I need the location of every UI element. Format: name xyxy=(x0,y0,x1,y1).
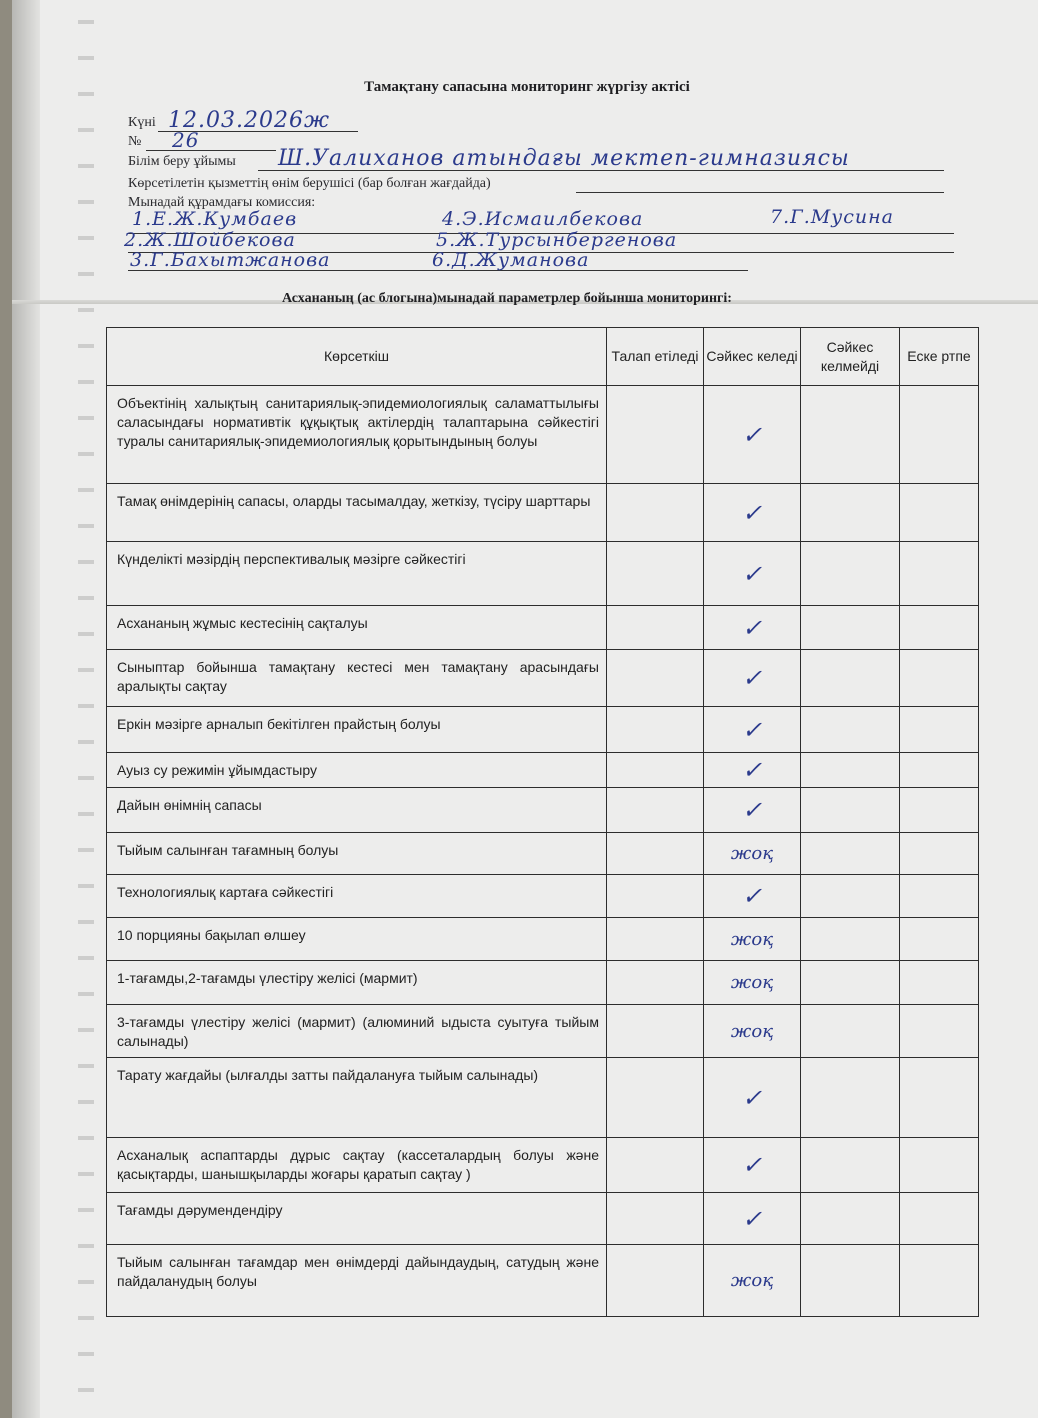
compliant-mark: ✓ xyxy=(704,1058,801,1138)
number-line xyxy=(146,150,276,151)
table-row xyxy=(107,707,979,753)
indicator-cell: Асханалық аспаптарды дұрыс сақтау (кассеталардың болуы және қасықтарды, шанышқыларды жоғары қаратып сақтау ) xyxy=(107,1138,607,1193)
indicator-cell: Тарату жағдайы (ылғалды затты пайдалануға тыйым салынады) xyxy=(107,1058,607,1138)
note-cell xyxy=(900,1058,979,1138)
note-cell xyxy=(900,833,979,875)
table-row xyxy=(107,788,979,833)
noncompliant-cell xyxy=(801,918,900,961)
document-title: Тамақтану сапасына мониторинг жүргізу актісі xyxy=(364,79,690,95)
indicator-cell: Тағамды дәрумендендіру xyxy=(107,1193,607,1245)
required-cell xyxy=(607,707,704,753)
monitoring-table xyxy=(106,327,979,1317)
date-value: 12.03.2026ж xyxy=(168,108,330,133)
noncompliant-cell xyxy=(801,1138,900,1193)
number-value: 26 xyxy=(172,128,200,152)
table-row xyxy=(107,961,979,1005)
required-cell xyxy=(607,961,704,1005)
table-body xyxy=(107,386,979,1317)
noncompliant-cell xyxy=(801,484,900,542)
required-cell xyxy=(607,1005,704,1058)
indicator-cell: Дайын өнімнің сапасы xyxy=(107,788,607,833)
table-row xyxy=(107,1138,979,1193)
note-cell xyxy=(900,1138,979,1193)
table-row xyxy=(107,833,979,875)
date-label: Күні xyxy=(128,115,156,130)
column-header-indicator: Көрсеткіш xyxy=(107,328,607,386)
note-cell xyxy=(900,961,979,1005)
compliant-mark: ✓ xyxy=(704,650,801,707)
binding-holes xyxy=(78,20,94,1410)
compliant-mark: жоқ xyxy=(704,961,801,1005)
note-cell xyxy=(900,875,979,918)
table-row xyxy=(107,753,979,788)
required-cell xyxy=(607,1245,704,1317)
note-cell xyxy=(900,650,979,707)
school-label: Білім беру ұйымы xyxy=(128,154,236,169)
noncompliant-cell xyxy=(801,542,900,606)
commission-member-1: 1.Е.Ж.Кумбаев xyxy=(132,208,298,230)
commission-member-3: 3.Г.Бахытжанова xyxy=(130,249,331,271)
noncompliant-cell xyxy=(801,961,900,1005)
compliant-mark: ✓ xyxy=(704,1193,801,1245)
table-row xyxy=(107,1005,979,1058)
note-cell xyxy=(900,606,979,650)
required-cell xyxy=(607,484,704,542)
noncompliant-cell xyxy=(801,788,900,833)
column-header-noncompliant: Сәйкес келмейді xyxy=(801,328,900,386)
column-header-required: Талап етіледі xyxy=(607,328,704,386)
note-cell xyxy=(900,484,979,542)
required-cell xyxy=(607,542,704,606)
compliant-mark: жоқ xyxy=(704,1005,801,1058)
indicator-cell: Сыныптар бойынша тамақтану кестесі мен тамақтану арасындағы аралықты сақтау xyxy=(107,650,607,707)
column-header-note: Еске ртпе xyxy=(900,328,979,386)
required-cell xyxy=(607,1193,704,1245)
noncompliant-cell xyxy=(801,1245,900,1317)
indicator-cell: Тамақ өнімдерінің сапасы, оларды тасымалдау, жеткізу, түсіру шарттары xyxy=(107,484,607,542)
indicator-cell: Объектінің халықтың санитариялық-эпидемиологиялық саламаттылығы саласындағы нормативтік құқықтық актілердің талаптарына сәйкестігі туралы санитариялық-эпидемиологиялық қорытындының болуы xyxy=(107,386,607,484)
compliant-mark: ✓ xyxy=(704,707,801,753)
compliant-mark: жоқ xyxy=(704,1245,801,1317)
required-cell xyxy=(607,833,704,875)
compliant-mark: жоқ xyxy=(704,918,801,961)
note-cell xyxy=(900,918,979,961)
required-cell xyxy=(607,386,704,484)
note-cell xyxy=(900,1245,979,1317)
indicator-cell: Күнделікті мәзірдің перспективалық мәзірге сәйкестігі xyxy=(107,542,607,606)
table-row xyxy=(107,484,979,542)
note-cell xyxy=(900,753,979,788)
compliant-mark: жоқ xyxy=(704,833,801,875)
table-row xyxy=(107,386,979,484)
table-header-row xyxy=(107,328,979,386)
number-label: № xyxy=(128,134,142,149)
note-cell xyxy=(900,1005,979,1058)
commission-member-4: 4.Э.Исмаилбекова xyxy=(442,208,644,230)
indicator-cell: Ауыз су режимін ұйымдастыру xyxy=(107,753,607,788)
indicator-cell: Асхананың жұмыс кестесінің сақталуы xyxy=(107,606,607,650)
note-cell xyxy=(900,707,979,753)
table-row xyxy=(107,1245,979,1317)
required-cell xyxy=(607,788,704,833)
compliant-mark: ✓ xyxy=(704,542,801,606)
provider-label: Көрсетілетін қызметтің өнім берушісі (бар болған жағдайда) xyxy=(128,176,491,191)
commission-member-2: 2.Ж.Шойбекова xyxy=(124,229,296,251)
required-cell xyxy=(607,918,704,961)
note-cell xyxy=(900,542,979,606)
indicator-cell: 3-тағамды үлестіру желісі (мармит) (алюминий ыдыста суытуға тыйым салынады) xyxy=(107,1005,607,1058)
noncompliant-cell xyxy=(801,650,900,707)
commission-label: Мынадай құрамдағы комиссия: xyxy=(128,195,316,210)
noncompliant-cell xyxy=(801,707,900,753)
compliant-mark: ✓ xyxy=(704,386,801,484)
provider-line xyxy=(576,192,944,193)
note-cell xyxy=(900,788,979,833)
noncompliant-cell xyxy=(801,875,900,918)
required-cell xyxy=(607,650,704,707)
noncompliant-cell xyxy=(801,386,900,484)
indicator-cell: 10 порцияны бақылап өлшеу xyxy=(107,918,607,961)
compliant-mark: ✓ xyxy=(704,753,801,788)
section-subtitle: Асхананың (ас блогына)мынадай параметрлер бойынша мониторингі: xyxy=(282,291,732,306)
note-cell xyxy=(900,1193,979,1245)
noncompliant-cell xyxy=(801,1193,900,1245)
noncompliant-cell xyxy=(801,1005,900,1058)
required-cell xyxy=(607,753,704,788)
compliant-mark: ✓ xyxy=(704,1138,801,1193)
noncompliant-cell xyxy=(801,753,900,788)
noncompliant-cell xyxy=(801,1058,900,1138)
commission-member-6: 6.Д.Жуманова xyxy=(432,249,590,271)
table-row xyxy=(107,650,979,707)
compliant-mark: ✓ xyxy=(704,788,801,833)
table-row xyxy=(107,542,979,606)
compliant-mark: ✓ xyxy=(704,875,801,918)
required-cell xyxy=(607,1138,704,1193)
column-header-compliant: Сәйкес келеді xyxy=(704,328,801,386)
table-row xyxy=(107,1058,979,1138)
table-row xyxy=(107,606,979,650)
indicator-cell: 1-тағамды,2-тағамды үлестіру желісі (мармит) xyxy=(107,961,607,1005)
commission-member-5: 5.Ж.Турсынбергенова xyxy=(436,229,678,251)
compliant-mark: ✓ xyxy=(704,606,801,650)
commission-member-7: 7.Г.Мусина xyxy=(770,206,894,228)
note-cell xyxy=(900,386,979,484)
indicator-cell: Тыйым салынған тағамдар мен өнімдерді дайындаудың, сатудың және пайдаланудың болуы xyxy=(107,1245,607,1317)
table-row xyxy=(107,875,979,918)
indicator-cell: Технологиялық картаға сәйкестігі xyxy=(107,875,607,918)
indicator-cell: Еркін мәзірге арналып бекітілген прайстың болуы xyxy=(107,707,607,753)
indicator-cell: Тыйым салынған тағамның болуы xyxy=(107,833,607,875)
required-cell xyxy=(607,875,704,918)
noncompliant-cell xyxy=(801,833,900,875)
required-cell xyxy=(607,1058,704,1138)
compliant-mark: ✓ xyxy=(704,484,801,542)
table-row xyxy=(107,918,979,961)
school-value: Ш.Уалиханов атындағы мектеп-гимназиясы xyxy=(278,146,850,171)
table-row xyxy=(107,1193,979,1245)
page-edge-shadow xyxy=(12,0,40,1418)
noncompliant-cell xyxy=(801,606,900,650)
required-cell xyxy=(607,606,704,650)
